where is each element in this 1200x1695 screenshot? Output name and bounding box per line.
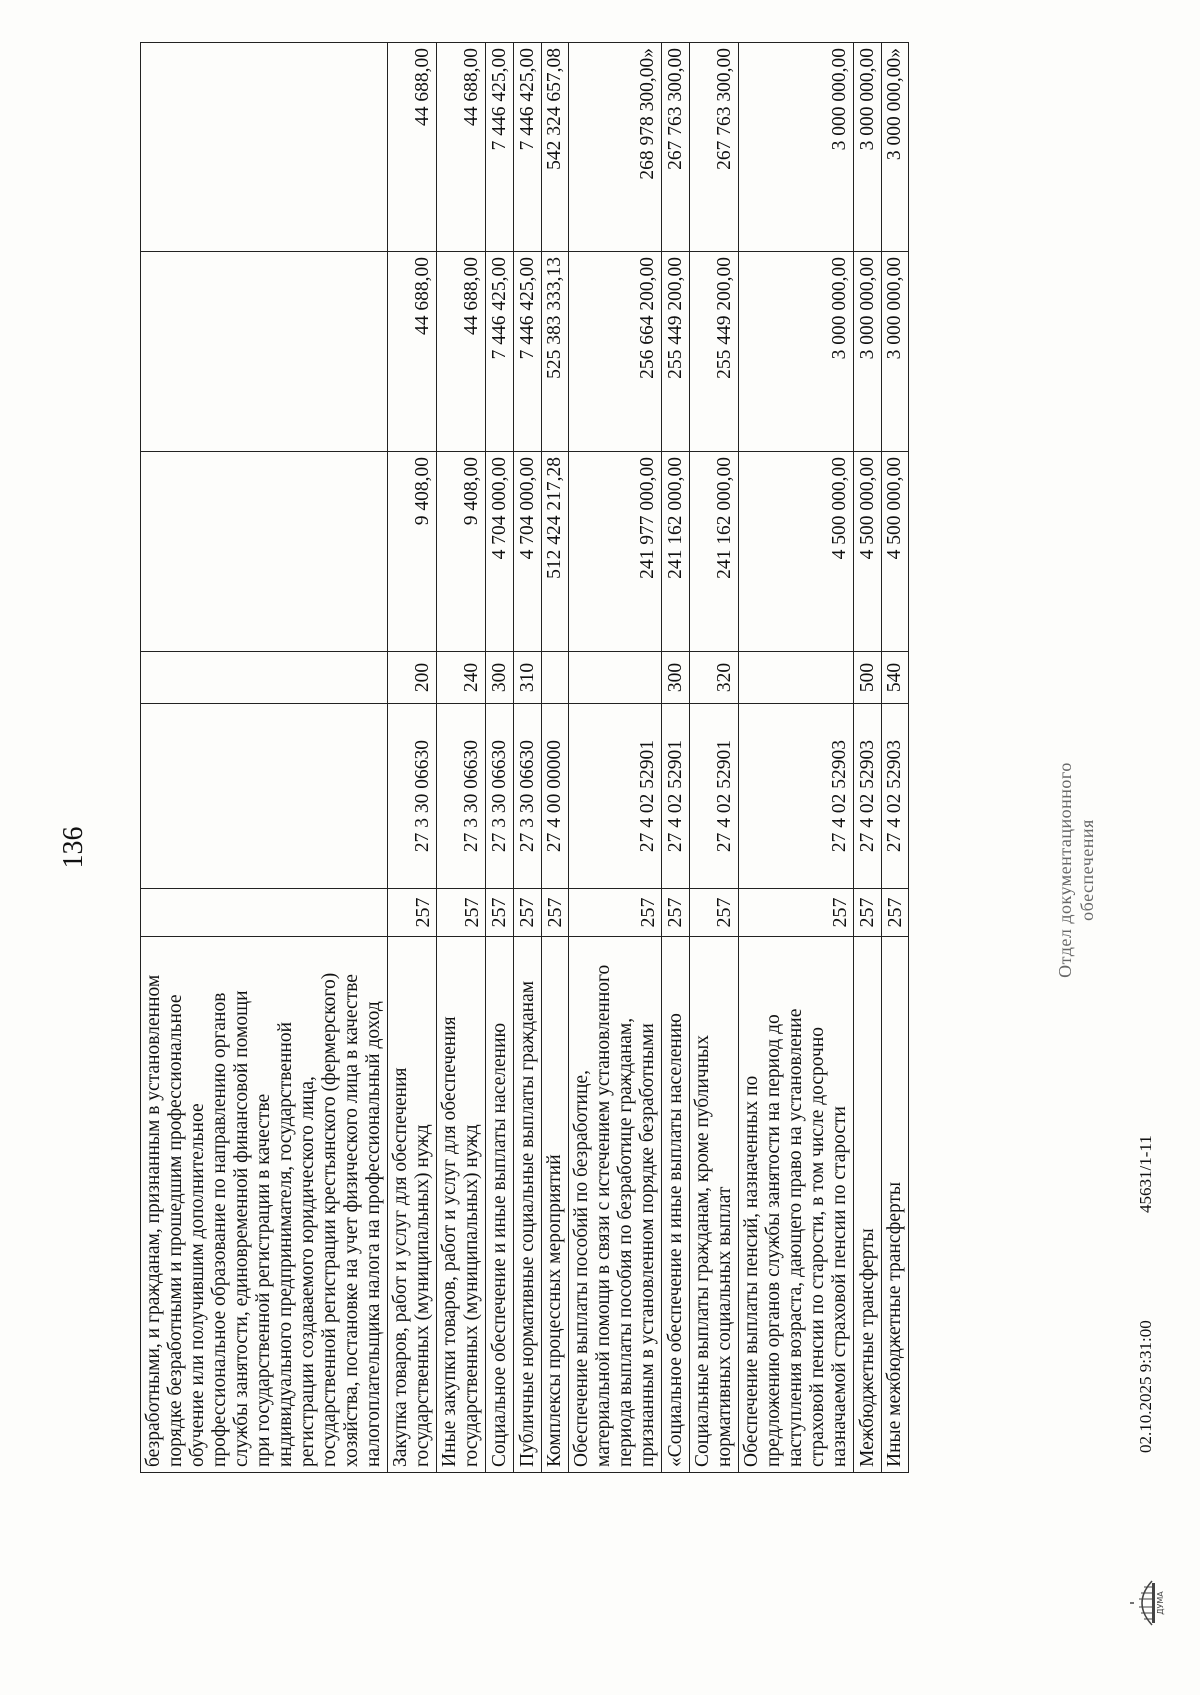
item-name-line: Межбюджетные трансферты [856,1228,878,1467]
amount-year1-cell: 9 408,00 [437,452,486,652]
expense-type-code-cell: 300 [486,652,514,704]
expense-type-code-cell: 310 [514,652,542,704]
expense-type-code-cell: 240 [437,652,486,704]
item-name-cell [437,937,486,1473]
table-row [881,43,909,1473]
amount-year1-cell: 4 704 000,00 [486,452,514,652]
amount-year1-cell: 241 162 000,00 [662,452,690,652]
budget-table [140,42,909,1473]
amount-year3-cell [141,43,388,252]
amount-year1-cell: 9 408,00 [388,452,437,652]
footer-document-number: 45631/1-11 [1136,1135,1155,1213]
expense-type-code-cell: 200 [388,652,437,704]
expense-type-code-cell: 300 [662,652,690,704]
amount-year3-cell: 44 688,00 [388,43,437,252]
item-name-cell [739,937,854,1473]
amount-year2-cell: 3 000 000,00 [854,252,882,452]
item-name-line: безработными, и гражданам, признанным в установленном [143,974,164,1467]
amount-year2-cell: 525 383 333,13 [541,252,569,452]
amount-year2-cell [141,252,388,452]
amount-year2-cell: 3 000 000,00 [881,252,909,452]
amount-year2-cell: 255 449 200,00 [662,252,690,452]
amount-year1-cell: 4 500 000,00 [739,452,854,652]
duma-emblem-icon [1130,1573,1164,1633]
item-name-line: при государственной регистрации в качестве [253,1093,275,1467]
item-name-line: Обеспечение выплаты пособий по безработице, [571,1070,593,1467]
expense-type-code-cell: 320 [689,652,738,704]
table-row [388,43,437,1473]
main-administrator-code-cell: 257 [541,889,569,937]
target-article-code-cell: 27 4 02 52903 [739,704,854,889]
amount-year3-cell: 542 324 657,08 [541,43,569,252]
target-article-code-cell: 27 4 02 52903 [881,704,909,889]
amount-year1-cell: 4 500 000,00 [881,452,909,652]
table-row [541,43,569,1473]
main-administrator-code-cell: 257 [689,889,738,937]
item-name-cell [662,937,690,1473]
expense-type-code-cell [141,652,388,704]
amount-year3-cell: 3 000 000,00 [854,43,882,252]
amount-year2-cell: 44 688,00 [388,252,437,452]
table-row [486,43,514,1473]
amount-year3-cell: 267 763 300,00 [662,43,690,252]
stamp-line: обеспечения [1076,819,1097,921]
item-name-cell [689,937,738,1473]
amount-year1-cell: 241 977 000,00 [569,452,662,652]
expense-type-code-cell [739,652,854,704]
item-name-line: нормативных социальных выплат [714,1186,735,1467]
page-number: 136 [58,826,89,869]
item-name-line: государственных (муниципальных) нужд [461,1124,483,1467]
item-name-cell [541,937,569,1473]
main-administrator-code-cell: 257 [569,889,662,937]
amount-year3-cell: 7 446 425,00 [514,43,542,252]
amount-year1-cell: 4 704 000,00 [514,452,542,652]
target-article-code-cell: 27 4 02 52901 [689,704,738,889]
target-article-code-cell: 27 3 30 06630 [388,704,437,889]
amount-year3-cell: 7 446 425,00 [486,43,514,252]
item-name-line: «Социальное обеспечение и иные выплаты населению [664,1013,686,1467]
expense-type-code-cell: 540 [881,652,909,704]
item-name-cell [854,937,882,1473]
item-name-cell [486,937,514,1473]
item-name-line: Закупка товаров, работ и услуг для обеспечения [390,1067,412,1467]
item-name-line: периода выплаты пособия по безработице гражданам, [615,1017,637,1467]
item-name-line: службы занятости, единовременной финансовой помощи [231,990,253,1467]
item-name-line: Публичные нормативные социальные выплаты гражданам [516,980,538,1467]
target-article-code-cell [141,704,388,889]
expense-type-code-cell [541,652,569,704]
target-article-code-cell: 27 4 02 52903 [854,704,882,889]
item-name-cell [514,937,542,1473]
item-name-line: Комплексы процессных мероприятий [544,1154,566,1467]
item-name-line: государственных (муниципальных) нужд [412,1124,434,1467]
item-name-line: регистрации создаваемого юридического лица, [297,1076,319,1467]
item-name-line: материальной помощи в связи с истечением установленного [593,964,615,1467]
amount-year3-cell: 3 000 000,00 [739,43,854,252]
item-name-line: признанным в установленном порядке безработными [637,1023,659,1467]
target-article-code-cell: 27 3 30 06630 [486,704,514,889]
item-name-cell [388,937,437,1473]
main-administrator-code-cell: 257 [854,889,882,937]
main-administrator-code-cell: 257 [662,889,690,937]
table-row [437,43,486,1473]
item-name-line: наступления возраста, дающего право на установление [785,1008,807,1467]
target-article-code-cell: 27 4 02 52901 [569,704,662,889]
main-administrator-code-cell: 257 [514,889,542,937]
amount-year2-cell: 256 664 200,00 [569,252,662,452]
item-name-line: Социальные выплаты гражданам, кроме публичных [691,1035,713,1467]
table-row [689,43,738,1473]
footer-date: 02.10.2025 9:31:00 [1136,1320,1155,1453]
main-administrator-code-cell: 257 [437,889,486,937]
item-name-line: Иные межбюджетные трансферты [884,1181,906,1467]
item-name-line: назначаемой страховой пенсии по старости [829,1106,851,1467]
amount-year3-cell: 267 763 300,00 [689,43,738,252]
amount-year3-cell: 268 978 300,00» [569,43,662,252]
main-administrator-code-cell: 257 [486,889,514,937]
item-name-cell [569,937,662,1473]
amount-year2-cell: 3 000 000,00 [739,252,854,452]
stamp-line: Отдел документационного [1055,762,1075,978]
item-name-line: Социальное обеспечение и иные выплаты населению [489,1022,511,1467]
table-row [569,43,662,1473]
table-row [514,43,542,1473]
expense-type-code-cell [569,652,662,704]
amount-year3-cell: 44 688,00 [437,43,486,252]
target-article-code-cell: 27 3 30 06630 [514,704,542,889]
item-name-line: профессиональное образование по направлению органов [209,992,231,1467]
table-row [739,43,854,1473]
table-row [141,43,388,1473]
amount-year2-cell: 7 446 425,00 [486,252,514,452]
table-row [854,43,882,1473]
amount-year2-cell: 7 446 425,00 [514,252,542,452]
item-name-line: государственной регистрации крестьянского (фермерского) [319,972,341,1467]
item-name-line: предложению органов службы занятости на период до [763,1014,785,1467]
amount-year3-cell: 3 000 000,00» [881,43,909,252]
amount-year1-cell [141,452,388,652]
department-stamp [1055,750,1098,990]
table-row [662,43,690,1473]
main-administrator-code-cell: 257 [881,889,909,937]
item-name-cell [881,937,909,1473]
target-article-code-cell: 27 3 30 06630 [437,704,486,889]
amount-year1-cell: 241 162 000,00 [689,452,738,652]
page-footer [1130,43,1170,1615]
amount-year1-cell: 512 424 217,28 [541,452,569,652]
item-name-cell [141,937,388,1473]
main-administrator-code-cell: 257 [739,889,854,937]
svg-text:ДУМА: ДУМА [1156,1591,1165,1615]
amount-year2-cell: 44 688,00 [437,252,486,452]
main-administrator-code-cell: 257 [388,889,437,937]
target-article-code-cell: 27 4 02 52901 [662,704,690,889]
main-administrator-code-cell [141,889,388,937]
item-name-line: Иные закупки товаров, работ и услуг для обеспечения [439,1016,461,1467]
target-article-code-cell: 27 4 00 00000 [541,704,569,889]
expense-type-code-cell: 500 [854,652,882,704]
amount-year2-cell: 255 449 200,00 [689,252,738,452]
amount-year1-cell: 4 500 000,00 [854,452,882,652]
item-name-line: Обеспечение выплаты пенсий, назначенных по [741,1075,763,1467]
item-name-line: хозяйства, постановке на учет физического лица в качестве [341,974,363,1467]
item-name-line: индивидуального предпринимателя, государственной [275,1021,297,1467]
item-name-line: налогоплательщика налога на профессиональный доход [363,1001,385,1467]
item-name-line: обучение или получившим дополнительное [187,1103,209,1467]
item-name-line: порядке безработными и прошедшим профессиональное [165,994,187,1467]
item-name-line: страховой пенсии по старости, в том числе досрочно [807,1026,829,1467]
